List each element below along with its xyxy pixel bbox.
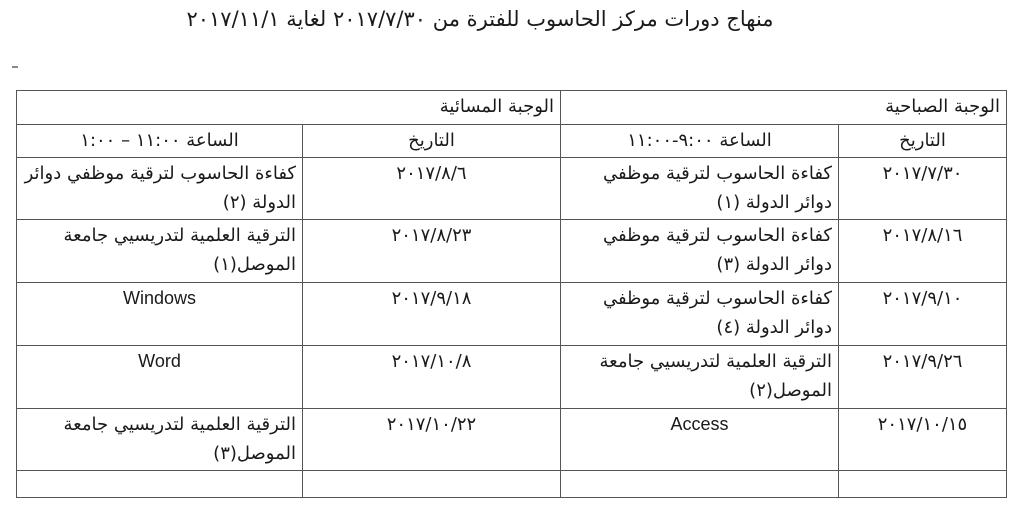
empty-cell (303, 471, 561, 498)
scan-mark (12, 66, 18, 68)
morning-course-cell: كفاءة الحاسوب لترقية موظفي دوائر الدولة (٤) (561, 283, 839, 346)
evening-date-cell: ٢٠١٧/٩/١٨ (303, 283, 561, 346)
empty-row (17, 471, 1007, 498)
morning-course-cell: Access (561, 408, 839, 471)
evening-date-cell: ٢٠١٧/٨/٦ (303, 157, 561, 220)
morning-course-cell: كفاءة الحاسوب لترقية موظفي دوائر الدولة (١) (561, 157, 839, 220)
morning-time-header: الساعة ٩:٠٠-١١:٠٠ (561, 124, 839, 157)
table-row (17, 283, 1007, 346)
table-row (17, 408, 1007, 471)
empty-cell (839, 471, 1007, 498)
evening-time-header: الساعة ١١:٠٠ – ١:٠٠ (17, 124, 303, 157)
morning-date-cell: ٢٠١٧/٨/١٦ (839, 220, 1007, 283)
page-title: منهاج دورات مركز الحاسوب للفترة من ٢٠١٧/٧/٣٠ لغاية ٢٠١٧/١١/١ (186, 7, 774, 31)
evening-course-cell: الترقية العلمية لتدريسيي جامعة الموصل(١) (17, 220, 303, 283)
evening-course-cell: كفاءة الحاسوب لترقية موظفي دوائر الدولة (٢) (17, 157, 303, 220)
morning-course-cell: كفاءة الحاسوب لترقية موظفي دوائر الدولة (٣) (561, 220, 839, 283)
evening-date-header: التاريخ (303, 124, 561, 157)
evening-date-cell: ٢٠١٧/١٠/٢٢ (303, 408, 561, 471)
evening-course-cell: Windows (17, 283, 303, 346)
table-row (17, 220, 1007, 283)
evening-shift-heading: الوجبة المسائية (17, 91, 561, 125)
shift-header-row (17, 91, 1007, 125)
morning-shift-heading: الوجبة الصباحية (561, 91, 1007, 125)
morning-date-cell: ٢٠١٧/٩/١٠ (839, 283, 1007, 346)
column-header-row (17, 124, 1007, 157)
evening-date-cell: ٢٠١٧/١٠/٨ (303, 345, 561, 408)
morning-course-cell: الترقية العلمية لتدريسيي جامعة الموصل(٢) (561, 345, 839, 408)
evening-course-cell: الترقية العلمية لتدريسيي جامعة الموصل(٣) (17, 408, 303, 471)
morning-date-cell: ٢٠١٧/٧/٣٠ (839, 157, 1007, 220)
empty-cell (17, 471, 303, 498)
table-row (17, 157, 1007, 220)
evening-date-cell: ٢٠١٧/٨/٢٣ (303, 220, 561, 283)
morning-date-cell: ٢٠١٧/٩/٢٦ (839, 345, 1007, 408)
empty-cell (561, 471, 839, 498)
morning-date-header: التاريخ (839, 124, 1007, 157)
evening-course-cell: Word (17, 345, 303, 408)
schedule-table (16, 90, 1007, 498)
table-row (17, 345, 1007, 408)
morning-date-cell: ٢٠١٧/١٠/١٥ (839, 408, 1007, 471)
